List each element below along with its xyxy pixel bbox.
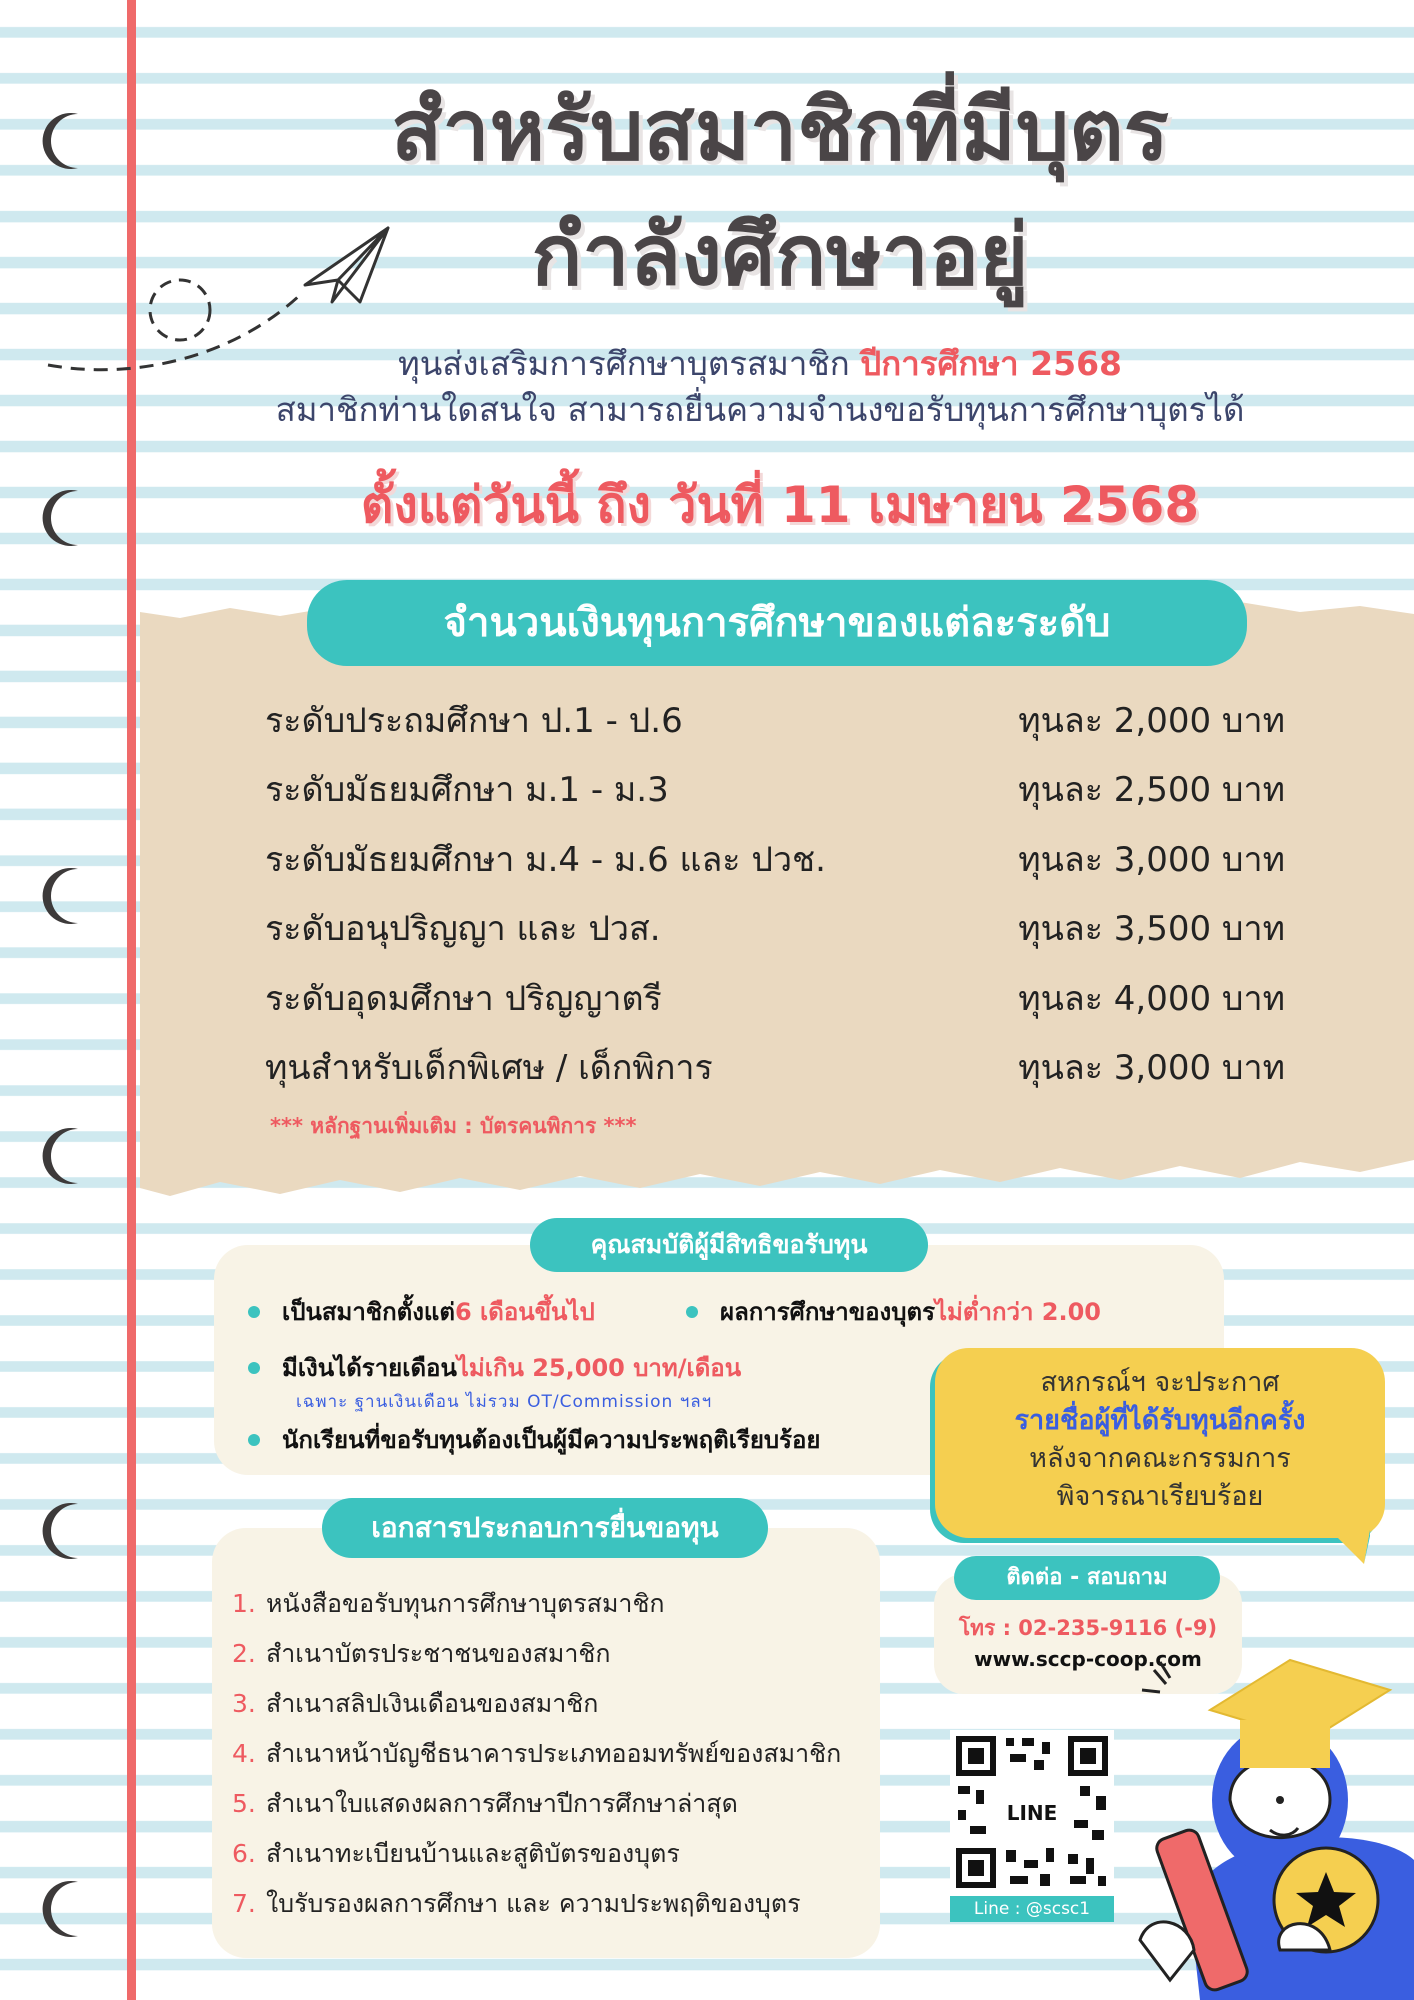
- list-number: 3.: [232, 1689, 256, 1718]
- qualification-text: เป็นสมาชิกตั้งแต่: [282, 1298, 455, 1326]
- list-number: 6.: [232, 1839, 256, 1868]
- list-number: 5.: [232, 1789, 256, 1818]
- contact-heading: ติดต่อ - สอบถาม: [954, 1556, 1220, 1600]
- qualification-item: [248, 1348, 741, 1387]
- amount-value: ทุนละ 2,500 บาท: [1018, 770, 1285, 810]
- list-item: [232, 1734, 841, 1774]
- bubble-tail-icon: [1330, 1530, 1370, 1566]
- graduate-student-illustration-icon: [1130, 1650, 1414, 2000]
- list-item: [232, 1834, 680, 1874]
- table-row: [265, 964, 1285, 1032]
- line-qr-code-icon[interactable]: [950, 1730, 1114, 1894]
- qualification-text: นักเรียนที่ขอรับทุนต้องเป็นผู้มีความประพฤติเรียบร้อย: [282, 1426, 821, 1454]
- list-item: [232, 1784, 738, 1824]
- documents-heading: เอกสารประกอบการยื่นขอทุน: [322, 1498, 768, 1558]
- list-item: [232, 1634, 610, 1674]
- table-row: [265, 825, 1285, 893]
- qualification-text: ผลการศึกษาของบุตร: [720, 1298, 935, 1326]
- subtitle-text: ทุนส่งเสริมการศึกษาบุตรสมาชิก: [397, 344, 861, 383]
- academic-year: ปีการศึกษา 2568: [860, 344, 1123, 383]
- contact-phone[interactable]: โทร : 02-235-9116 (-9): [958, 1616, 1218, 1640]
- level-label: ระดับมัธยมศึกษา ม.1 - ม.3: [265, 770, 669, 810]
- subtitle-line2: สมาชิกท่านใดสนใจ สามารถยื่นความจำนงขอรับทุนการศึกษาบุตรได้: [275, 390, 1245, 429]
- list-text: สำเนาบัตรประชาชนของสมาชิก: [266, 1639, 611, 1668]
- bullet-icon: [686, 1306, 698, 1318]
- amount-value: ทุนละ 2,000 บาท: [1018, 701, 1285, 741]
- scholarship-heading: จำนวนเงินทุนการศึกษาของแต่ละระดับ: [307, 580, 1247, 666]
- page-title-line1: สำหรับสมาชิกที่มีบุตร: [391, 81, 1169, 179]
- list-text: สำเนาหน้าบัญชีธนาคารประเภทออมทรัพย์ของสมาชิก: [266, 1739, 842, 1768]
- amount-value: ทุนละ 4,000 บาท: [1018, 979, 1285, 1019]
- qualification-text: มีเงินได้รายเดือน: [282, 1354, 457, 1382]
- subtitle-line1: [200, 342, 1320, 386]
- list-number: 4.: [232, 1739, 256, 1768]
- announcement-bubble: [935, 1348, 1385, 1538]
- binder-ring-icon: [38, 110, 84, 172]
- bullet-icon: [248, 1362, 260, 1374]
- level-label: ระดับมัธยมศึกษา ม.4 - ม.6 และ ปวช.: [265, 840, 826, 880]
- qualification-highlight: 6 เดือนขึ้นไป: [454, 1298, 595, 1326]
- line-id[interactable]: Line : @scsc1: [950, 1896, 1114, 1922]
- qr-logo-label: LINE: [1006, 1801, 1058, 1825]
- application-deadline: ตั้งแต่วันนี้ ถึง วันที่ 11 เมษายน 2568: [360, 476, 1200, 534]
- qualification-highlight: ไม่เกิน 25,000 บาท/เดือน: [456, 1354, 742, 1382]
- table-row: [265, 1033, 1285, 1101]
- binder-ring-icon: [38, 1878, 84, 1940]
- list-text: ใบรับรองผลการศึกษา และ ความประพฤติของบุตร: [266, 1889, 801, 1918]
- list-text: สำเนาใบแสดงผลการศึกษาปีการศึกษาล่าสุด: [266, 1789, 738, 1818]
- list-text: หนังสือขอรับทุนการศึกษาบุตรสมาชิก: [266, 1589, 665, 1618]
- level-label: ระดับอุดมศึกษา ปริญญาตรี: [265, 979, 662, 1019]
- amount-value: ทุนละ 3,000 บาท: [1018, 1048, 1285, 1088]
- list-item: [232, 1884, 801, 1924]
- announcement-line: พิจารณาเรียบร้อย: [1056, 1481, 1264, 1512]
- binder-ring-icon: [38, 1500, 84, 1562]
- list-number: 2.: [232, 1639, 256, 1668]
- list-number: 7.: [232, 1889, 256, 1918]
- binder-ring-icon: [38, 865, 84, 927]
- bullet-icon: [248, 1434, 260, 1446]
- level-label: ระดับอนุปริญญา และ ปวส.: [265, 909, 661, 949]
- announcement-line: สหกรณ์ฯ จะประกาศ: [1040, 1367, 1280, 1398]
- qualification-item: [248, 1420, 820, 1459]
- announcement-line: หลังจากคณะกรรมการ: [1029, 1443, 1291, 1474]
- list-text: สำเนาทะเบียนบ้านและสูติบัตรของบุตร: [266, 1839, 680, 1868]
- announcement-highlight: รายชื่อผู้ที่ได้รับทุนอีกครั้ง: [1014, 1405, 1306, 1436]
- table-row: [265, 686, 1285, 754]
- qualification-item: [686, 1292, 1101, 1331]
- amount-value: ทุนละ 3,500 บาท: [1018, 909, 1285, 949]
- table-row: [265, 894, 1285, 962]
- list-text: สำเนาสลิปเงินเดือนของสมาชิก: [266, 1689, 599, 1718]
- qualification-item: [248, 1292, 595, 1331]
- contact-website[interactable]: www.sccp-coop.com: [974, 1647, 1202, 1671]
- list-item: [232, 1684, 598, 1724]
- level-label: ทุนสำหรับเด็กพิเศษ / เด็กพิการ: [265, 1048, 713, 1088]
- income-footnote: เฉพาะ ฐานเงินเดือน ไม่รวม OT/Commission ฯลฯ: [296, 1392, 713, 1412]
- bullet-icon: [248, 1306, 260, 1318]
- list-item: [232, 1584, 665, 1624]
- amount-value: ทุนละ 3,000 บาท: [1018, 840, 1285, 880]
- level-label: ระดับประถมศึกษา ป.1 - ป.6: [265, 701, 683, 741]
- page-title-line2: กำลังศึกษาอยู่: [531, 206, 1029, 304]
- qualification-highlight: ไม่ต่ำกว่า 2.00: [934, 1298, 1101, 1326]
- additional-evidence-note: *** หลักฐานเพิ่มเติม : บัตรคนพิการ ***: [270, 1114, 637, 1138]
- list-number: 1.: [232, 1589, 256, 1618]
- table-row: [265, 755, 1285, 823]
- binder-ring-icon: [38, 487, 84, 549]
- qualifications-heading: คุณสมบัติผู้มีสิทธิขอรับทุน: [530, 1218, 928, 1272]
- binder-ring-icon: [38, 1125, 84, 1187]
